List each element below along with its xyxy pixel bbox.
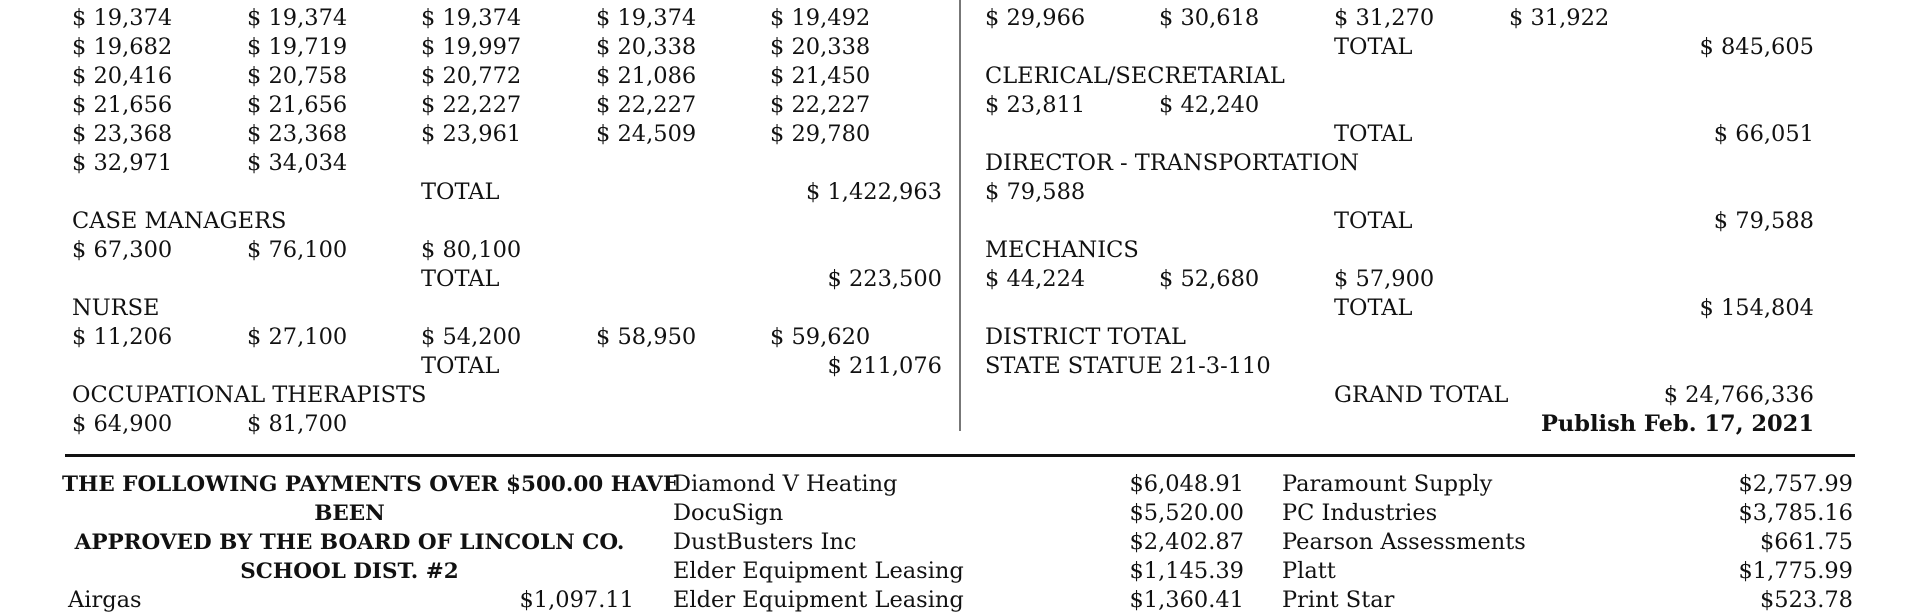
vendor-name: Print Star [1282, 587, 1395, 613]
salary-cell: $ 81,700 [247, 411, 348, 437]
section-heading-director-transportation: DIRECTOR - TRANSPORTATION [985, 150, 1360, 176]
salary-cell: $ 29,780 [770, 121, 871, 147]
payments-heading-line: APPROVED BY THE BOARD OF LINCOLN CO. [74, 530, 625, 555]
payment-row [673, 557, 1244, 586]
district-total-label: DISTRICT TOTAL [985, 324, 1186, 350]
salary-cell: $ 20,338 [596, 34, 697, 60]
salary-cell: $ 19,492 [770, 5, 871, 31]
salary-cell: $ 27,100 [247, 324, 348, 350]
vendor-name: Elder Equipment Leasing [673, 587, 964, 613]
section-heading-mechanics: MECHANICS [985, 237, 1139, 263]
salary-cell: $ 20,772 [421, 63, 522, 89]
payments-heading-line: THE FOLLOWING PAYMENTS OVER $500.00 HAVE [62, 472, 680, 497]
salary-schedule-right [960, 0, 1920, 437]
salary-cell: $ 23,368 [72, 121, 173, 147]
total-label: TOTAL [1334, 208, 1413, 234]
payments-heading-line: BEEN [314, 501, 385, 526]
vendor-name: Diamond V Heating [673, 471, 898, 497]
salary-cell: $ 76,100 [247, 237, 348, 263]
payment-amount: $1,097.11 [519, 587, 634, 613]
salary-cell: $ 22,227 [596, 92, 697, 118]
salary-cell: $ 21,086 [596, 63, 697, 89]
salary-cell: $ 23,961 [421, 121, 522, 147]
payment-row [673, 470, 1244, 499]
payment-row [673, 586, 1244, 615]
salary-cell: $ 64,900 [72, 411, 173, 437]
payment-row [673, 499, 1244, 528]
vendor-name: Airgas [68, 587, 142, 613]
salary-cell: $ 67,300 [72, 237, 173, 263]
payments-heading-line: SCHOOL DIST. #2 [240, 559, 459, 584]
total-amount: $ 66,051 [1713, 121, 1814, 147]
salary-cell: $ 52,680 [1159, 266, 1260, 292]
state-statue-label: STATE STATUE 21-3-110 [985, 353, 1271, 379]
vendor-name: Elder Equipment Leasing [673, 558, 964, 584]
total-label: TOTAL [421, 179, 500, 205]
payment-row [1282, 528, 1853, 557]
section-divider [65, 454, 1855, 457]
salary-cell: $ 22,227 [421, 92, 522, 118]
salary-cell: $ 19,682 [72, 34, 173, 60]
total-amount: $ 211,076 [827, 353, 942, 379]
salary-cell: $ 20,416 [72, 63, 173, 89]
salary-cell: $ 20,758 [247, 63, 348, 89]
salary-cell: $ 80,100 [421, 237, 522, 263]
salary-cell: $ 59,620 [770, 324, 871, 350]
salary-cell: $ 22,227 [770, 92, 871, 118]
salary-cell: $ 44,224 [985, 266, 1086, 292]
section-heading-clerical: CLERICAL/SECRETARIAL [985, 63, 1285, 89]
salary-cell: $ 34,034 [247, 150, 348, 176]
salary-cell: $ 31,922 [1509, 5, 1610, 31]
salary-cell: $ 19,374 [72, 5, 173, 31]
payment-row [1282, 586, 1853, 615]
payment-amount: $523.78 [1759, 587, 1853, 613]
payment-row [1282, 557, 1853, 586]
payment-amount: $661.75 [1759, 529, 1853, 555]
total-label: TOTAL [421, 353, 500, 379]
salary-cell: $ 42,240 [1159, 92, 1260, 118]
total-amount: $ 79,588 [1713, 208, 1814, 234]
salary-cell: $ 11,206 [72, 324, 173, 350]
payment-amount: $1,145.39 [1129, 558, 1244, 584]
salary-cell: $ 20,338 [770, 34, 871, 60]
salary-cell: $ 19,719 [247, 34, 348, 60]
total-label: TOTAL [1334, 34, 1413, 60]
salary-cell: $ 23,811 [985, 92, 1086, 118]
payment-amount: $2,757.99 [1738, 471, 1853, 497]
payments-heading [62, 470, 680, 586]
payment-amount: $2,402.87 [1129, 529, 1244, 555]
salary-cell: $ 21,656 [72, 92, 173, 118]
salary-cell: $ 57,900 [1334, 266, 1435, 292]
payment-row [1282, 499, 1853, 528]
salary-cell: $ 19,374 [421, 5, 522, 31]
vendor-name: PC Industries [1282, 500, 1438, 526]
total-amount: $ 845,605 [1699, 34, 1814, 60]
salary-cell: $ 30,618 [1159, 5, 1260, 31]
vendor-name: DocuSign [673, 500, 784, 526]
payment-row [673, 528, 1244, 557]
vendor-name: Pearson Assessments [1282, 529, 1526, 555]
salary-cell: $ 24,509 [596, 121, 697, 147]
section-heading-case-managers: CASE MANAGERS [72, 208, 287, 234]
payment-amount: $1,775.99 [1738, 558, 1853, 584]
payment-amount: $3,785.16 [1738, 500, 1853, 526]
grand-total-amount: $ 24,766,336 [1663, 382, 1814, 408]
salary-cell: $ 32,971 [72, 150, 173, 176]
salary-cell: $ 58,950 [596, 324, 697, 350]
total-label: TOTAL [1334, 121, 1413, 147]
salary-cell: $ 54,200 [421, 324, 522, 350]
grand-total-label: GRAND TOTAL [1334, 382, 1509, 408]
payment-row [1282, 470, 1853, 499]
salary-cell: $ 19,997 [421, 34, 522, 60]
payment-amount: $6,048.91 [1129, 471, 1244, 497]
salary-cell: $ 29,966 [985, 5, 1086, 31]
total-amount: $ 154,804 [1699, 295, 1814, 321]
payment-amount: $5,520.00 [1129, 500, 1244, 526]
total-amount: $ 223,500 [827, 266, 942, 292]
salary-cell: $ 31,270 [1334, 5, 1435, 31]
total-amount: $ 1,422,963 [806, 179, 942, 205]
section-heading-occupational-therapists: OCCUPATIONAL THERAPISTS [72, 382, 427, 408]
salary-schedule-left [0, 0, 960, 437]
salary-cell: $ 19,374 [247, 5, 348, 31]
payment-amount: $1,360.41 [1129, 587, 1244, 613]
section-heading-nurse: NURSE [72, 295, 160, 321]
salary-cell: $ 21,656 [247, 92, 348, 118]
salary-cell: $ 21,450 [770, 63, 871, 89]
payment-row [68, 586, 634, 615]
vendor-name: Paramount Supply [1282, 471, 1493, 497]
publish-date: Publish Feb. 17, 2021 [1540, 411, 1814, 437]
salary-cell: $ 19,374 [596, 5, 697, 31]
salary-cell: $ 79,588 [985, 179, 1086, 205]
vendor-name: DustBusters Inc [673, 529, 857, 555]
total-label: TOTAL [1334, 295, 1413, 321]
salary-cell: $ 23,368 [247, 121, 348, 147]
total-label: TOTAL [421, 266, 500, 292]
vendor-name: Platt [1282, 558, 1336, 584]
